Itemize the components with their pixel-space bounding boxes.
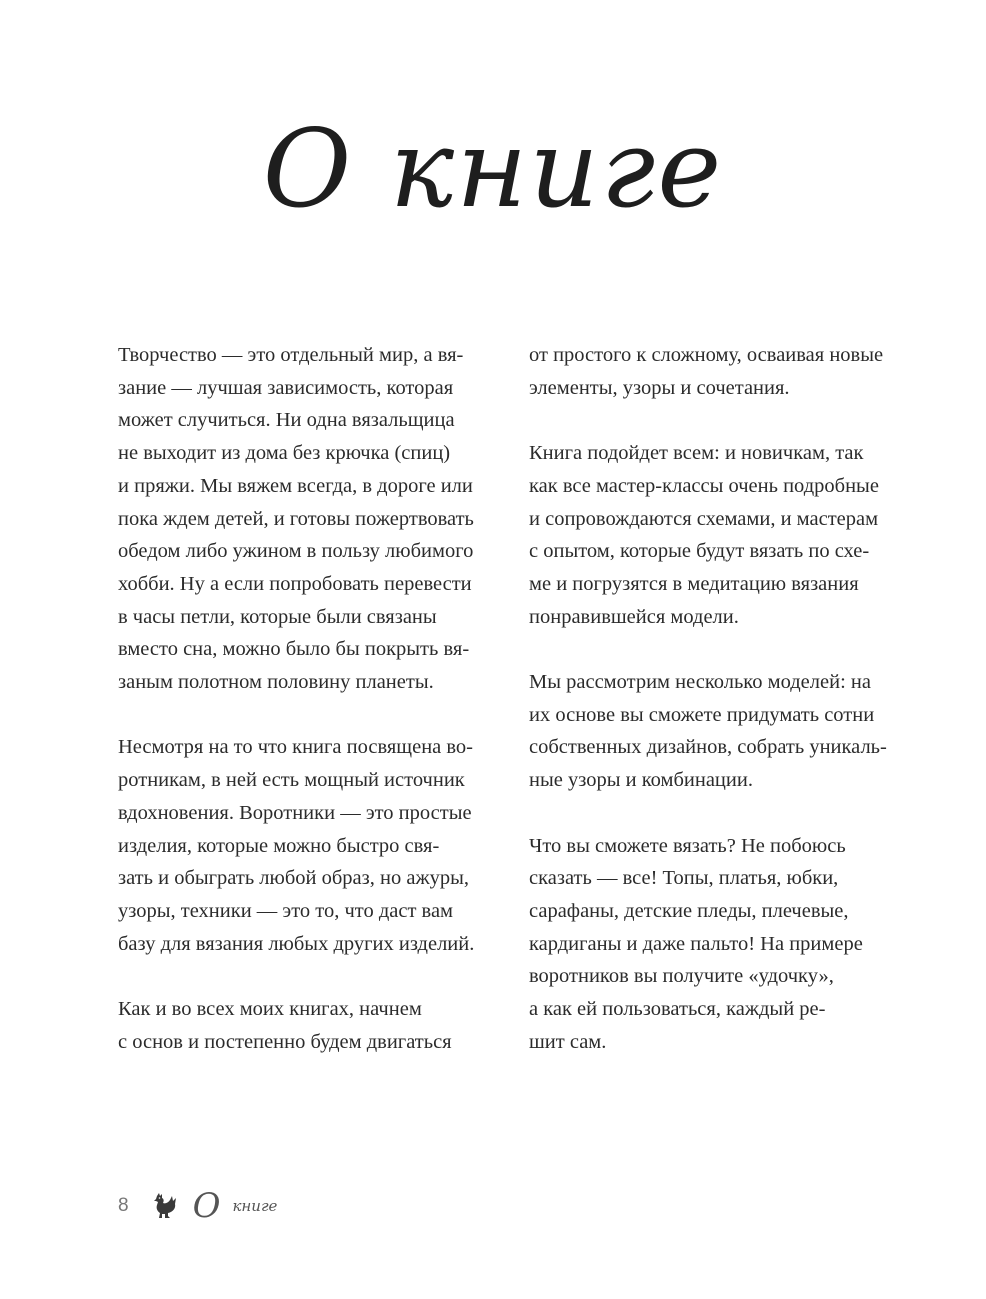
text-line: шит сам. [529, 1030, 607, 1053]
text-line: от простого к сложному, осваивая новые [529, 344, 884, 366]
text-line: и пряжи. Мы вяжем всегда, в дороге или [118, 474, 473, 497]
text-line: изделия, которые можно быстро свя- [118, 834, 440, 857]
text-line: базу для вязания любых других изделий. [118, 932, 475, 955]
text-line: элементы, узоры и сочетания. [529, 376, 790, 399]
text-line: собственных дизайнов, собрать уникаль- [529, 736, 887, 759]
hen-icon [151, 1192, 179, 1220]
text-line: может случиться. Ни одна вязальщица [118, 409, 455, 432]
footer-section-letter: О [192, 1186, 221, 1226]
text-line: Как и во всех моих книгах, начнем [118, 998, 422, 1021]
text-line: вместо сна, можно было бы покрыть вя- [118, 638, 470, 661]
text-line: пока ждем детей, и готовы пожертвовать [118, 507, 474, 530]
page-number: 8 [118, 1195, 129, 1216]
text-line: узоры, техники — это то, что даст вам [118, 899, 454, 922]
paragraph [118, 731, 498, 960]
paragraph [529, 830, 909, 1059]
text-line: в часы петли, которые были связаны [118, 605, 437, 628]
page-footer [118, 1186, 277, 1226]
text-line: обедом либо ужином в пользу любимого [118, 540, 474, 563]
text-line: вдохновения. Воротники — это простые [118, 801, 472, 824]
text-line: с основ и постепенно будем двигаться [118, 1030, 452, 1053]
paragraph [529, 437, 909, 633]
right-column [529, 339, 909, 1091]
text-line: а как ей пользоваться, каждый ре- [529, 998, 826, 1021]
text-line: и сопровождаются схемами, и мастерам [529, 507, 879, 530]
text-line: Несмотря на то что книга посвящена во- [118, 736, 474, 759]
footer-section-word: книге [232, 1197, 278, 1215]
text-line: кардиганы и даже пальто! На примере [529, 932, 863, 955]
text-line: не выходит из дома без крючка (спиц) [118, 442, 451, 465]
paragraph [118, 993, 498, 1058]
text-line: сарафаны, детские пледы, плечевые, [529, 899, 849, 922]
text-line: зать и обыграть любой образ, но ажуры, [118, 867, 470, 890]
text-line: заным полотном половину планеты. [118, 671, 434, 694]
page-title: О книге [262, 107, 724, 232]
text-line: их основе вы сможете придумать сотни [529, 703, 875, 726]
text-line: сказать — все! Топы, платья, юбки, [529, 867, 839, 890]
left-column [118, 339, 498, 1091]
paragraph [118, 339, 498, 699]
text-line: Творчество — это отдельный мир, а вя- [118, 344, 464, 366]
text-line: Книга подойдет всем: и новичкам, так [529, 442, 864, 465]
text-line: Что вы сможете вязать? Не побоюсь [529, 834, 846, 857]
text-line: хобби. Ну а если попробовать перевести [118, 572, 472, 595]
text-line: ме и погрузятся в медитацию вязания [529, 572, 859, 595]
paragraph [529, 339, 909, 404]
text-line: зание — лучшая зависимость, которая [118, 376, 454, 399]
text-line: с опытом, которые будут вязать по схе- [529, 540, 870, 563]
text-line: Мы рассмотрим несколько моделей: на [529, 671, 871, 693]
text-line: ротникам, в ней есть мощный источник [118, 769, 465, 792]
paragraph [529, 666, 909, 797]
text-line: понравившейся модели. [529, 605, 739, 628]
text-line: ные узоры и комбинации. [529, 769, 753, 792]
text-line: воротников вы получите «удочку», [529, 965, 834, 988]
text-line: как все мастер-классы очень подробные [529, 474, 879, 497]
